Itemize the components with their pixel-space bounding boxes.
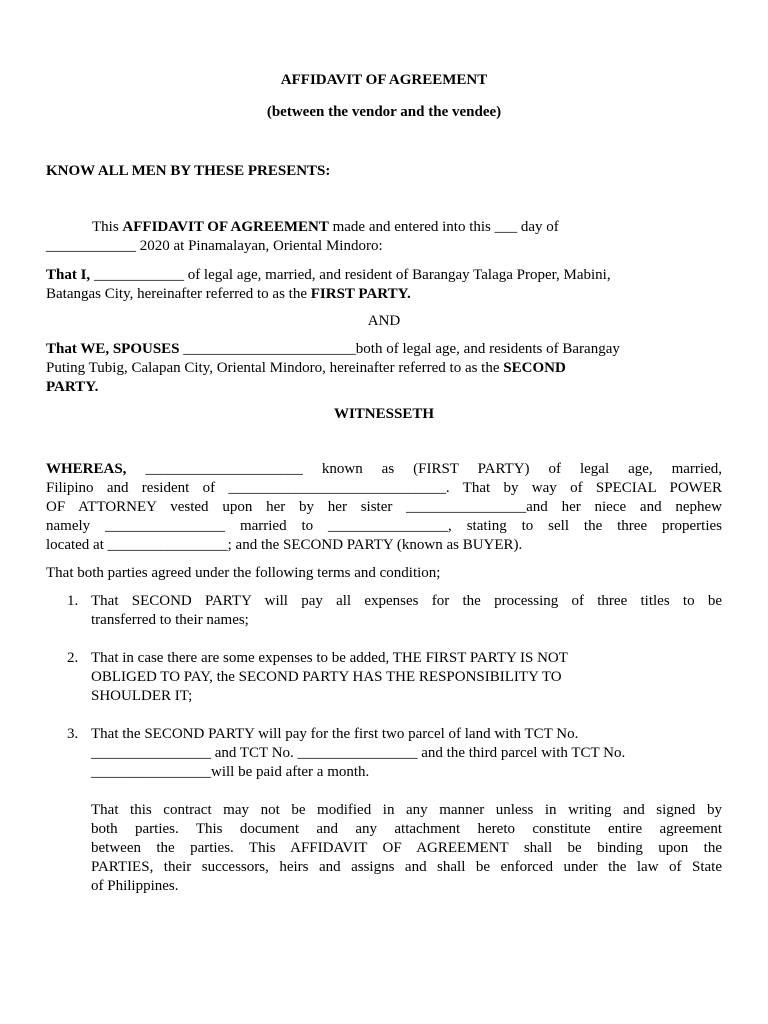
list-item-number: 2.	[67, 650, 79, 666]
terms-intro: That both parties agreed under the following terms and condition;	[46, 565, 441, 581]
intro-line-2: ____________ 2020 at Pinamalayan, Oriental Mindoro:	[46, 238, 383, 254]
whereas-line-1: WHEREAS, _____________________ known as (FIRST PARTY) of legal age, married,	[46, 461, 722, 477]
closing-line-1: That this contract may not be modified in any manner unless in writing and signed by	[91, 802, 722, 818]
first-party-line-2: Batangas City, hereinafter referred to as the FIRST PARTY.	[46, 286, 411, 302]
list-item-line: OBLIGED TO PAY, the SECOND PARTY HAS THE RESPONSIBILITY TO	[91, 669, 562, 685]
closing-line-2: both parties. This document and any attachment hereto constitute entire agreement	[91, 821, 722, 837]
list-item-line: ________________will be paid after a month.	[91, 764, 370, 780]
list-item-number: 3.	[67, 726, 79, 742]
whereas-line-3: OF ATTORNEY vested upon her by her sister ________________and her niece and nephew	[46, 499, 722, 515]
list-item-line: ________________ and TCT No. ________________ and the third parcel with TCT No.	[91, 745, 626, 761]
list-item-line: That SECOND PARTY will pay all expenses for the processing of three titles to be	[91, 593, 722, 609]
whereas-line-2: Filipino and resident of _____________________________. That by way of SPECIAL POWER	[46, 480, 722, 496]
and-separator: AND	[367, 313, 401, 329]
closing-line-5: of Philippines.	[91, 878, 179, 894]
list-item-line: transferred to their names;	[91, 612, 249, 628]
document-title: AFFIDAVIT OF AGREEMENT	[280, 72, 488, 88]
list-item-number: 1.	[67, 593, 79, 609]
list-item-line: SHOULDER IT;	[91, 688, 193, 704]
first-party-line-1: That I, ____________ of legal age, married, and resident of Barangay Talaga Proper, Mabini,	[46, 267, 611, 283]
intro-line-1: This AFFIDAVIT OF AGREEMENT made and entered into this ___ day of	[92, 219, 559, 235]
closing-line-3: between the parties. This AFFIDAVIT OF AGREEMENT shall be binding upon the	[91, 840, 722, 856]
whereas-line-5: located at ________________; and the SECOND PARTY (known as BUYER).	[46, 537, 523, 553]
list-item-line: That the SECOND PARTY will pay for the first two parcel of land with TCT No.	[91, 726, 579, 742]
know-all-heading: KNOW ALL MEN BY THESE PRESENTS:	[46, 163, 331, 179]
closing-line-4: PARTIES, their successors, heirs and assigns and shall be enforced under the law of State	[91, 859, 722, 875]
second-party-line-3: PARTY.	[46, 379, 99, 395]
document-subtitle: (between the vendor and the vendee)	[266, 104, 502, 120]
witnesseth-heading: WITNESSETH	[333, 406, 435, 422]
second-party-line-1: That WE, SPOUSES _______________________both of legal age, and residents of Barangay	[46, 341, 620, 357]
whereas-line-4: namely ________________ married to ________________, stating to sell the three properties	[46, 518, 722, 534]
second-party-line-2: Puting Tubig, Calapan City, Oriental Mindoro, hereinafter referred to as the SECOND	[46, 360, 566, 376]
list-item-line: That in case there are some expenses to be added, THE FIRST PARTY IS NOT	[91, 650, 568, 666]
